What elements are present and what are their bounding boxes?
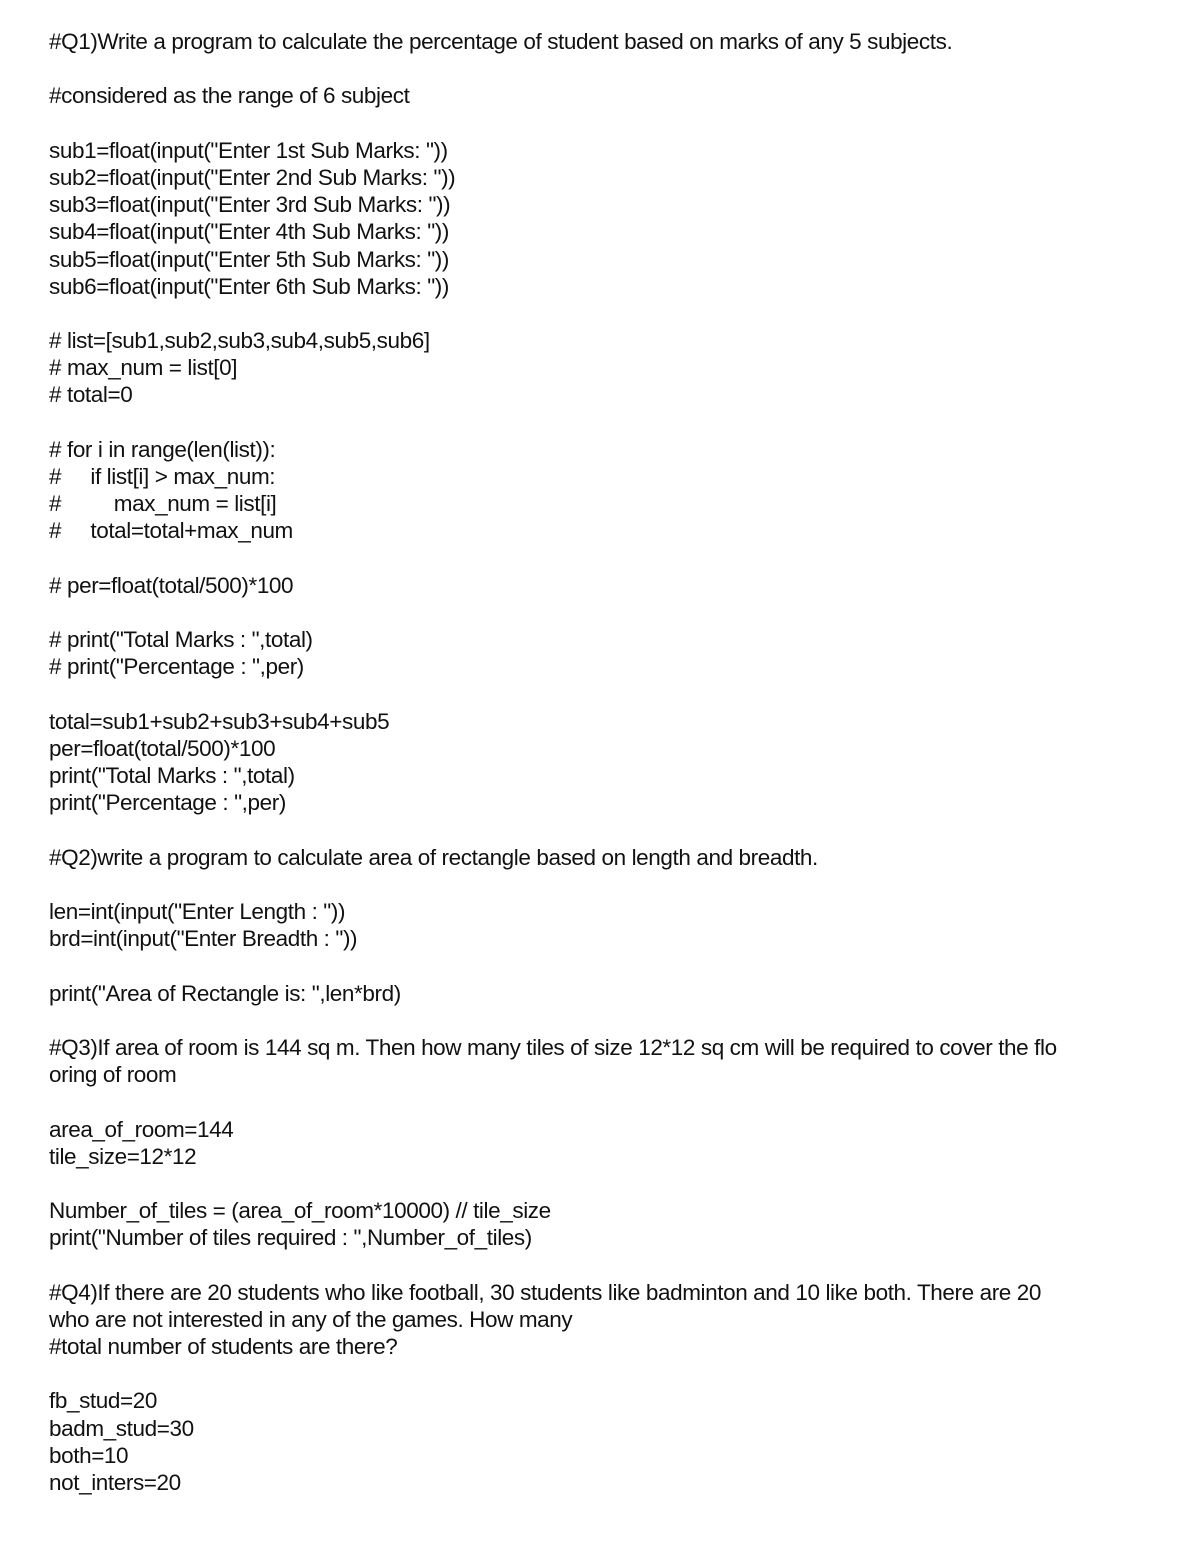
code-comment: # print("Percentage : ",per): [49, 654, 304, 680]
code-comment: #total number of students are there?: [49, 1334, 398, 1359]
code-line: sub2=float(input("Enter 2nd Sub Marks: ")): [49, 164, 456, 190]
code-line: badm_stud=30: [49, 1415, 194, 1441]
blank-line: [49, 1088, 1159, 1115]
q2-heading: #Q2)write a program to calculate area of rectangle based on length and breadth.: [49, 844, 818, 870]
blank-line: [49, 599, 1159, 626]
code-line: sub3=float(input("Enter 3rd Sub Marks: ")): [49, 192, 451, 218]
q3-heading: #Q3)If area of room is 144 sq m. Then how many tiles of size 12*12 sq cm will be required to cover the flo: [49, 1034, 1057, 1060]
code-line: sub5=float(input("Enter 5th Sub Marks: ")): [49, 246, 449, 272]
code-line: sub4=float(input("Enter 4th Sub Marks: ")): [49, 219, 449, 245]
blank-line: [49, 1251, 1159, 1278]
code-line: print("Total Marks : ",total): [49, 763, 295, 789]
code-line: total=sub1+sub2+sub3+sub4+sub5: [49, 708, 390, 734]
code-line: fb_stud=20: [49, 1388, 157, 1414]
code-line: Number_of_tiles = (area_of_room*10000) // tile_size: [49, 1198, 551, 1224]
code-line: not_inters=20: [49, 1469, 181, 1495]
blank-line: [49, 871, 1159, 898]
code-comment: # max_num = list[0]: [49, 355, 238, 381]
code-line: sub6=float(input("Enter 6th Sub Marks: ")): [49, 273, 449, 299]
code-line: per=float(total/500)*100: [49, 735, 276, 761]
code-comment: # if list[i] > max_num:: [49, 464, 276, 489]
code-line: brd=int(input("Enter Breadth : ")): [49, 926, 358, 952]
code-line: sub1=float(input("Enter 1st Sub Marks: ")): [49, 137, 448, 163]
code-comment: # max_num = list[i]: [49, 491, 277, 517]
blank-line: [49, 1170, 1159, 1197]
code-comment: # per=float(total/500)*100: [49, 572, 294, 598]
code-line: print("Percentage : ",per): [49, 790, 286, 816]
code-comment: # total=0: [49, 382, 133, 408]
blank-line: [49, 409, 1159, 436]
document-page: [49, 28, 1159, 1496]
blank-line: [49, 816, 1159, 843]
code-line: len=int(input("Enter Length : ")): [49, 899, 346, 924]
code-comment: # for i in range(len(list)):: [49, 436, 276, 462]
code-comment: # total=total+max_num: [49, 518, 293, 544]
q1-heading: #Q1)Write a program to calculate the percentage of student based on marks of any 5 subjects.: [49, 29, 953, 54]
blank-line: [49, 545, 1159, 572]
blank-line: [49, 300, 1159, 327]
code-line: tile_size=12*12: [49, 1143, 197, 1169]
q3-heading-continued: oring of room: [49, 1062, 177, 1088]
q4-heading: #Q4)If there are 20 students who like football, 30 students like badminton and 10 like both. There are 20: [49, 1279, 1041, 1305]
blank-line: [49, 1360, 1159, 1387]
code-comment: # print("Total Marks : ",total): [49, 627, 313, 653]
code-comment: #considered as the range of 6 subject: [49, 83, 410, 109]
q4-heading-continued: who are not interested in any of the games. How many: [49, 1306, 573, 1332]
code-line: print("Area of Rectangle is: ",len*brd): [49, 980, 401, 1006]
blank-line: [49, 110, 1159, 137]
code-line: area_of_room=144: [49, 1116, 234, 1142]
code-comment: # list=[sub1,sub2,sub3,sub4,sub5,sub6]: [49, 328, 430, 354]
blank-line: [49, 952, 1159, 979]
blank-line: [49, 1007, 1159, 1034]
code-line: both=10: [49, 1442, 129, 1468]
blank-line: [49, 681, 1159, 708]
code-line: print("Number of tiles required : ",Number_of_tiles): [49, 1225, 532, 1251]
blank-line: [49, 55, 1159, 82]
